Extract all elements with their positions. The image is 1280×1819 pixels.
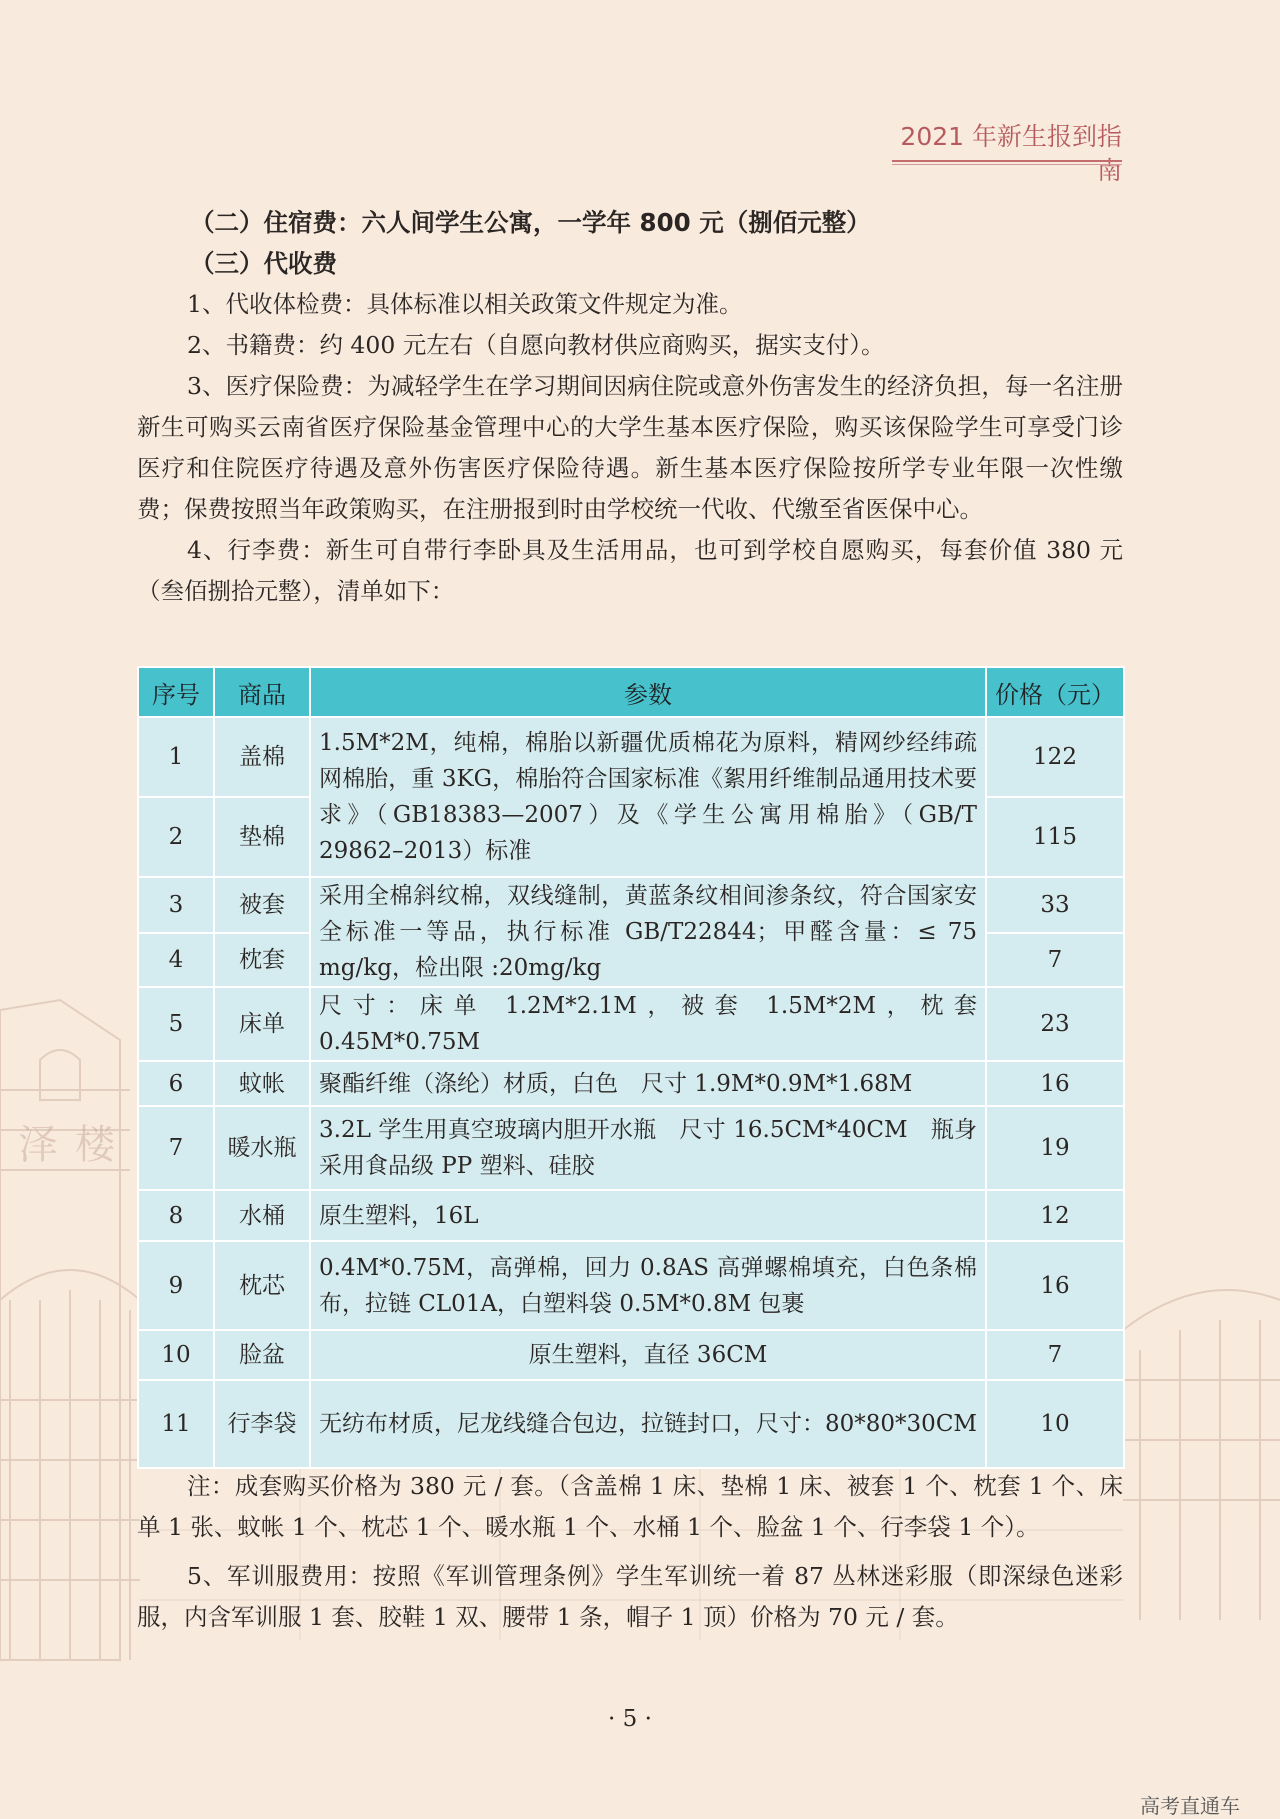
row-no: 1 [138, 717, 214, 797]
paragraph-books: 2、书籍费：约 400 元左右（自愿向教材供应商购买，据实支付）。 [187, 331, 885, 359]
row-item: 盖棉 [214, 717, 310, 797]
watermark-text: 高考直通车 [1140, 1794, 1240, 1818]
luggage-price-table [137, 666, 1123, 1469]
row-no: 5 [138, 987, 214, 1061]
row-price: 33 [986, 877, 1124, 933]
notes-section [137, 1466, 1123, 1638]
row-price: 10 [986, 1380, 1124, 1468]
row-item: 床单 [214, 987, 310, 1061]
column-header-params: 参数 [310, 667, 986, 717]
table-row [138, 877, 1124, 933]
table-row [138, 1380, 1124, 1468]
row-item: 垫棉 [214, 797, 310, 877]
row-price: 115 [986, 797, 1124, 877]
column-header-item: 商品 [214, 667, 310, 717]
row-params: 0.4M*0.75M，高弹棉，回力 0.8AS 高弹螺棉填充，白色条棉布，拉链 CL01A，白塑料袋 0.5M*0.8M 包裹 [310, 1241, 986, 1330]
row-item: 枕芯 [214, 1241, 310, 1330]
table-row [138, 1061, 1124, 1106]
row-no: 4 [138, 933, 214, 987]
row-price: 23 [986, 987, 1124, 1061]
row-no: 11 [138, 1380, 214, 1468]
table-row [138, 987, 1124, 1061]
section-collected-fees-heading: （三）代收费 [190, 249, 337, 278]
note-set-price: 注：成套购买价格为 380 元 / 套。（含盖棉 1 床、垫棉 1 床、被套 1 个、枕套 1 个、床单 1 张、蚊帐 1 个、枕芯 1 个、暖水瓶 1 个、水桶 1 个、脸盆 1 个、行李袋 1 个）。 [137, 1472, 1123, 1541]
row-price: 122 [986, 717, 1124, 797]
svg-text:楼: 楼 [75, 1122, 115, 1168]
row-item: 枕套 [214, 933, 310, 987]
page-number: · 5 · [608, 1706, 652, 1732]
row-price: 16 [986, 1241, 1124, 1330]
row-no: 6 [138, 1061, 214, 1106]
column-header-no: 序号 [138, 667, 214, 717]
row-params: 聚酯纤维（涤纶）材质，白色 尺寸 1.9M*0.9M*1.68M [310, 1061, 986, 1106]
row-price: 12 [986, 1190, 1124, 1241]
header-title: 2021 年新生报到指南 [900, 122, 1122, 185]
header-divider-thin [892, 164, 1122, 165]
header-divider [892, 160, 1122, 162]
row-params: 原生塑料，16L [310, 1190, 986, 1241]
row-price: 19 [986, 1106, 1124, 1190]
row-price: 7 [986, 933, 1124, 987]
paragraph-military-uniform: 5、军训服费用：按照《军训管理条例》学生军训统一着 87 丛林迷彩服（即深绿色迷彩服，内含军训服 1 套、胶鞋 1 双、腰带 1 条，帽子 1 顶）价格为 70 元 / 套。 [137, 1562, 1123, 1631]
section-accommodation-heading: （二）住宿费：六人间学生公寓，一学年 800 元（捌佰元整） [190, 208, 871, 237]
row-no: 10 [138, 1330, 214, 1380]
row-item: 蚊帐 [214, 1061, 310, 1106]
row-no: 8 [138, 1190, 214, 1241]
row-item: 行李袋 [214, 1380, 310, 1468]
row-item: 被套 [214, 877, 310, 933]
row-params: 原生塑料，直径 36CM [310, 1330, 986, 1380]
main-content [137, 202, 1123, 612]
column-header-price: 价格（元） [986, 667, 1124, 717]
table-row [138, 1190, 1124, 1241]
row-no: 9 [138, 1241, 214, 1330]
row-no: 7 [138, 1106, 214, 1190]
paragraph-medical-exam: 1、代收体检费：具体标准以相关政策文件规定为准。 [187, 290, 743, 318]
row-item: 脸盆 [214, 1330, 310, 1380]
row-params: 尺寸：床单 1.2M*2.1M，被套 1.5M*2M，枕套 0.45M*0.75M [310, 987, 986, 1061]
table-header-row [138, 667, 1124, 717]
row-params: 3.2L 学生用真空玻璃内胆开水瓶 尺寸 16.5CM*40CM 瓶身采用食品级 PP 塑料、硅胶 [310, 1106, 986, 1190]
table-row [138, 1241, 1124, 1330]
row-params: 1.5M*2M，纯棉，棉胎以新疆优质棉花为原料，精网纱经纬疏网棉胎，重 3KG，棉胎符合国家标准《絮用纤维制品通用技术要求》（GB18383—2007）及《学生公寓用棉胎》（GB/T 29862–2013）标准 [310, 717, 986, 877]
paragraph-medical-insurance: 3、医疗保险费：为减轻学生在学习期间因病住院或意外伤害发生的经济负担，每一名注册新生可购买云南省医疗保险基金管理中心的大学生基本医疗保险，购买该保险学生可享受门诊医疗和住院医疗待遇及意外伤害医疗保险待遇。新生基本医疗保险按所学专业年限一次性缴费；保费按照当年政策购买，在注册报到时由学校统一代收、代缴至省医保中心。 [137, 372, 1123, 523]
row-price: 16 [986, 1061, 1124, 1106]
row-price: 7 [986, 1330, 1124, 1380]
row-item: 暖水瓶 [214, 1106, 310, 1190]
paragraph-luggage: 4、行李费：新生可自带行李卧具及生活用品，也可到学校自愿购买，每套价值 380 元（叁佰捌拾元整），清单如下： [137, 536, 1123, 605]
svg-text:泽: 泽 [18, 1122, 58, 1168]
row-params: 无纺布材质，尼龙线缝合包边，拉链封口，尺寸：80*80*30CM [310, 1380, 986, 1468]
row-params: 采用全棉斜纹棉，双线缝制，黄蓝条纹相间渗条纹，符合国家安全标准一等品，执行标准 GB/T22844；甲醛含量：≤ 75 mg/kg，检出限 :20mg/kg [310, 877, 986, 987]
table-row [138, 1330, 1124, 1380]
row-no: 3 [138, 877, 214, 933]
row-no: 2 [138, 797, 214, 877]
row-item: 水桶 [214, 1190, 310, 1241]
table-row [138, 717, 1124, 797]
table-row [138, 1106, 1124, 1190]
